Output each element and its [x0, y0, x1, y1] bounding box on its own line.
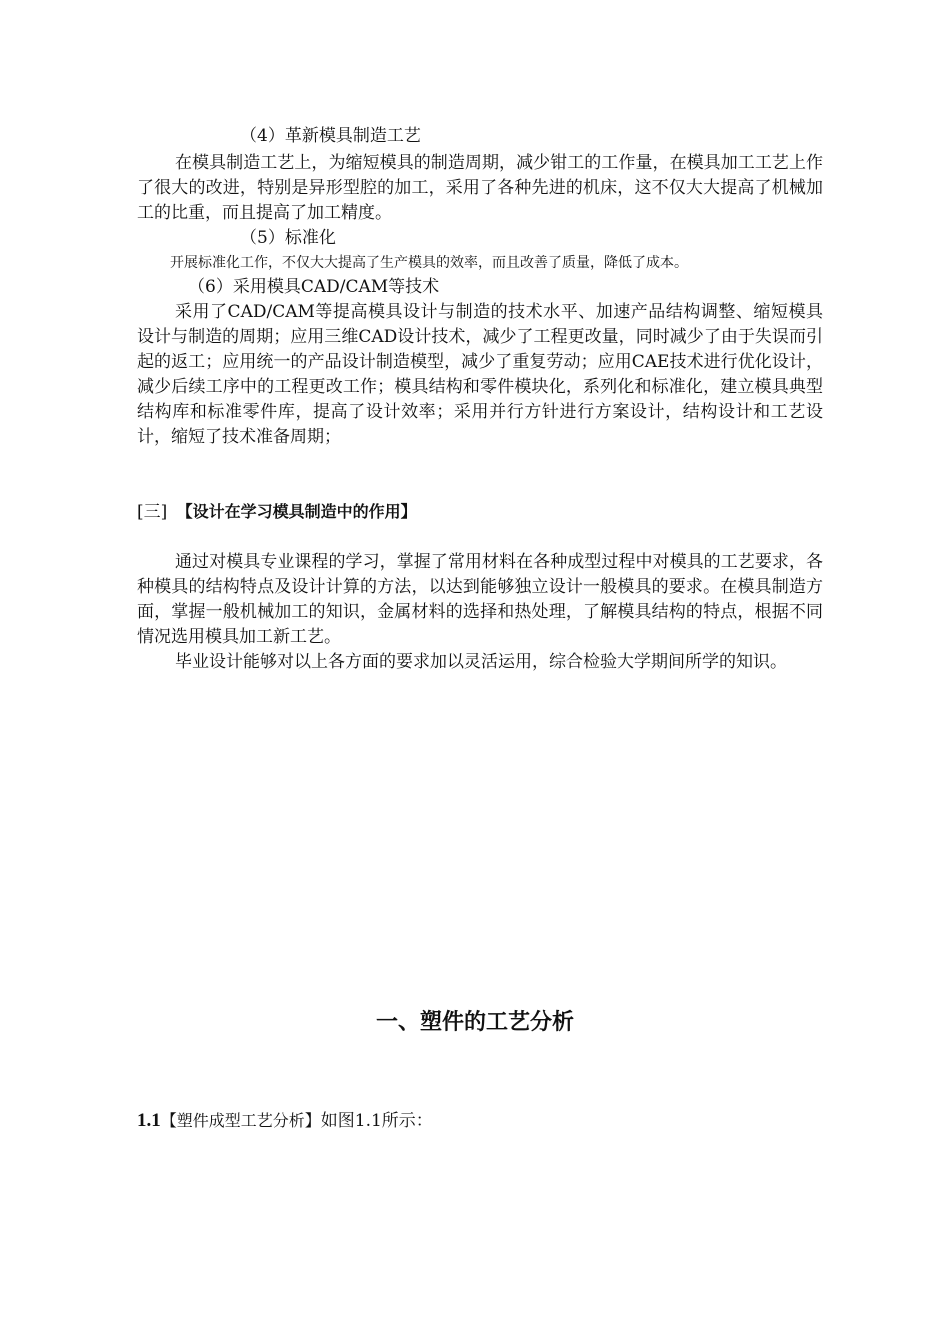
- section3-heading: [137, 500, 417, 524]
- item5-paragraph: 开展标准化工作，不仅大大提高了生产模具的效率，而且改善了质量，降低了成本。: [170, 255, 688, 271]
- subsection-suffix: 如图1.1所示：: [320, 1111, 433, 1131]
- subsection-title: 【塑件成型工艺分析】: [160, 1111, 321, 1130]
- section3-prefix: [三]: [137, 502, 168, 522]
- item5-heading: （5）标准化: [240, 228, 336, 248]
- section3-title: 【设计在学习模具制造中的作用】: [176, 502, 417, 521]
- section3-paragraph-2: 毕业设计能够对以上各方面的要求加以灵活运用，综合检验大学期间所学的知识。: [175, 652, 787, 672]
- item4-heading: （4）革新模具制造工艺: [240, 126, 421, 146]
- item6-heading: （6）采用模具CAD/CAM等技术: [188, 277, 440, 297]
- item6-paragraph: 采用了CAD/CAM等提高模具设计与制造的技术水平、加速产品结构调整、缩短模具设计与制造的周期；应用三维CAD设计技术，减少了工程更改量，同时减少了由于失误而引起的返工；应用统一的产品设计制造模型，减少了重复劳动；应用CAE技术进行优化设计，减少后续工序中的工程更改工作；模具结构和零件模块化，系列化和标准化，建立模具典型结构库和标准零件库，提高了设计效率；采用并行方针进行方案设计，结构设计和工艺设计，缩短了技术准备周期；: [137, 302, 823, 447]
- item4-paragraph: 在模具制造工艺上，为缩短模具的制造周期，减少钳工的工作量，在模具加工工艺上作了很大的改进，特别是异形型腔的加工，采用了各种先进的机床，这不仅大大提高了机械加工的比重，而且提高了加工精度。: [137, 153, 823, 223]
- section3-paragraph-1: 通过对模具专业课程的学习，掌握了常用材料在各种成型过程中对模具的工艺要求，各种模具的结构特点及设计计算的方法，以达到能够独立设计一般模具的要求。在模具制造方面，掌握一般机械加工的知识，金属材料的选择和热处理，了解模具结构的特点，根据不同情况选用模具加工新工艺。: [137, 552, 823, 647]
- subsection-number: 1.1: [137, 1110, 161, 1131]
- chapter-title: 一、塑件的工艺分析: [375, 1010, 574, 1035]
- subsection-heading: [137, 1109, 433, 1133]
